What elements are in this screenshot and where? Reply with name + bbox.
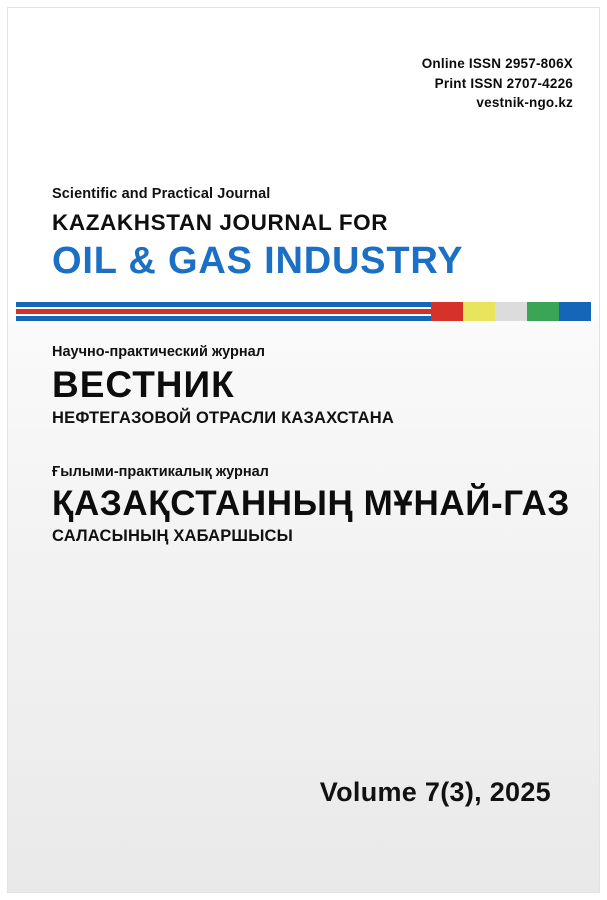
cover-lower-area [8, 322, 599, 892]
flag-block-red [431, 302, 463, 321]
volume-label: Volume 7(3), 2025 [319, 777, 551, 807]
kazakh-title: ҚАЗАҚСТАННЫҢ МҰНАЙ-ГАЗ [52, 484, 570, 523]
cover-sheet [8, 8, 599, 892]
kazakh-title-block [52, 464, 570, 546]
kazakh-subtitle: Ғылыми-практикалық журнал [52, 464, 269, 480]
flag-block-grey [495, 302, 527, 321]
flag-color-blocks [431, 302, 591, 321]
tricolor-divider [8, 300, 599, 322]
russian-subline: НЕФТЕГАЗОВОЙ ОТРАСЛИ КАЗАХСТАНА [52, 408, 395, 427]
english-title-line1: KAZAKHSTAN JOURNAL FOR [52, 210, 389, 235]
russian-title-block [52, 344, 394, 428]
russian-title: ВЕСТНИК [52, 364, 235, 405]
russian-subtitle: Научно-практический журнал [52, 344, 265, 360]
english-title-block [52, 186, 463, 282]
flag-block-blue [559, 302, 591, 321]
issn-online: Online ISSN 2957-806X [421, 56, 573, 71]
website-url[interactable]: vestnik-ngo.kz [476, 95, 573, 111]
issn-block [422, 54, 573, 113]
flag-block-green [527, 302, 559, 321]
flag-block-yellow [463, 302, 495, 321]
kazakh-subline: САЛАСЫНЫҢ ХАБАРШЫСЫ [52, 526, 294, 545]
issn-print: Print ISSN 2707-4226 [434, 75, 573, 91]
english-title-line2: OIL & GAS INDUSTRY [52, 240, 464, 282]
english-subtitle: Scientific and Practical Journal [52, 186, 271, 202]
